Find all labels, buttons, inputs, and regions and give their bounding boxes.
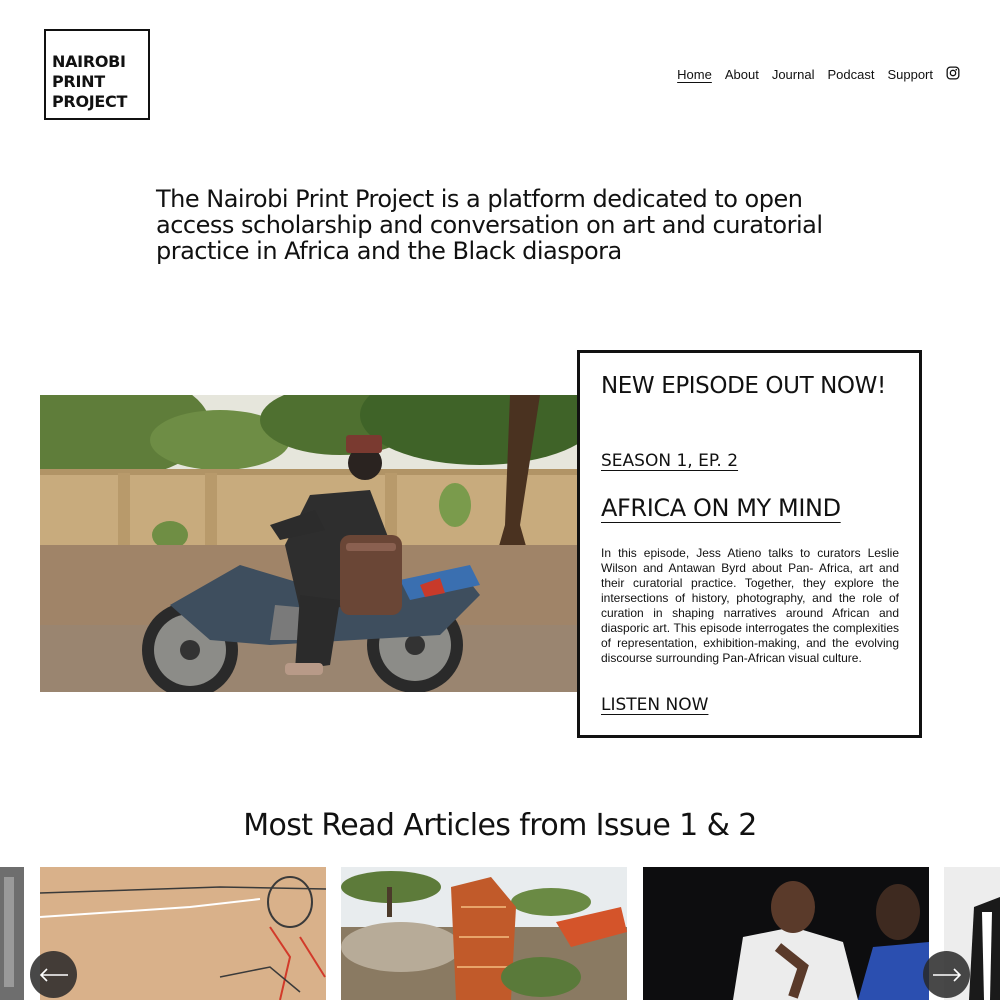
carousel-next-button[interactable] [923, 951, 970, 998]
nav-home[interactable]: Home [677, 67, 712, 82]
episode-kicker: NEW EPISODE OUT NOW! [601, 373, 886, 399]
article-card-2[interactable] [341, 867, 627, 1000]
nav-about[interactable]: About [724, 67, 759, 82]
intro-statement: The Nairobi Print Project is a platform dedicated to open access scholarship and conversation on art and curatorial practice in Africa and the Black diaspora [156, 185, 823, 265]
nav-journal[interactable]: Journal [771, 67, 815, 82]
article-card-partial-left[interactable] [0, 867, 24, 1000]
season-link[interactable]: SEASON 1, EP. 2 [601, 451, 739, 471]
most-read-title: Most Read Articles from Issue 1 & 2 [243, 808, 757, 843]
logo-line-3: PROJECT [52, 92, 128, 111]
logo-line-2: PRINT [52, 72, 105, 91]
arrow-left-icon [39, 968, 69, 982]
motorcyclist-photo [40, 395, 577, 692]
nav-support[interactable]: Support [887, 67, 933, 82]
instagram-link[interactable] [946, 66, 960, 83]
article-thumbnail [341, 867, 627, 1000]
article-thumbnail [40, 867, 326, 1000]
main-nav [677, 66, 960, 83]
article-card-1[interactable] [40, 867, 326, 1000]
site-logo[interactable] [44, 29, 150, 120]
article-thumbnail [0, 867, 24, 1000]
article-thumbnail [643, 867, 929, 1000]
episode-description: In this episode, Jess Atieno talks to curators Leslie Wilson and Antawan Byrd about Pan- Africa, art and their curatorial practice. Together, they explore the intersections of history, photography, and the role of curation in shaping narratives around African and diasporic art. This episode interrogates the complexities of representation, exhibition-making, and the evolving discourse surrounding Pan-African visual culture. [601, 546, 899, 665]
arrow-right-icon [932, 968, 962, 982]
nav-podcast[interactable]: Podcast [827, 67, 875, 82]
feature-image [40, 395, 577, 692]
instagram-icon [946, 66, 960, 80]
articles-carousel [0, 867, 1000, 1000]
article-card-3[interactable] [643, 867, 929, 1000]
carousel-prev-button[interactable] [30, 951, 77, 998]
podcast-feature-card [577, 350, 922, 738]
episode-title[interactable]: AFRICA ON MY MIND [601, 494, 841, 522]
logo-line-1: NAIROBI [52, 52, 126, 71]
listen-now-link[interactable]: LISTEN NOW [601, 695, 709, 715]
